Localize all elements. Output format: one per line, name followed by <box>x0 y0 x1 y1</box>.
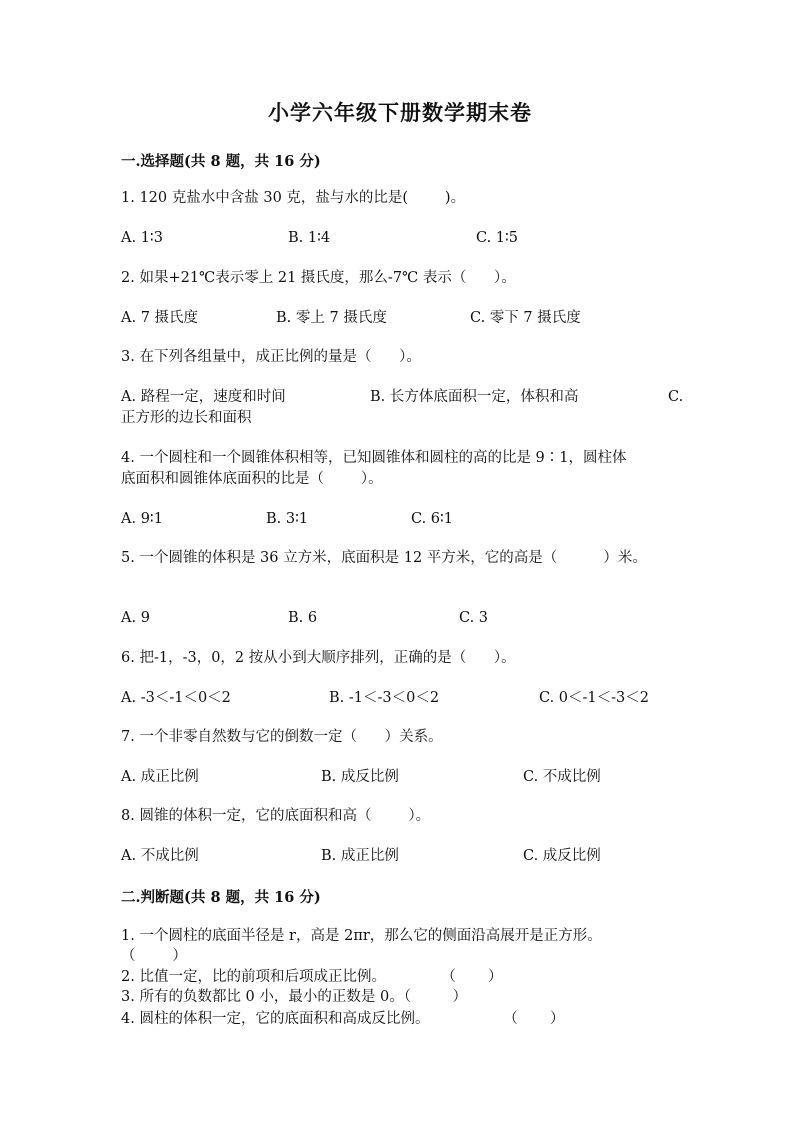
option-1-3-c-text: 正方形的边长和面积 <box>121 410 252 426</box>
question-1-3: 3. 在下列各组量中，成正比例的量是（ ）。 <box>121 349 421 365</box>
option-1-6-a: A. -3＜-1＜0＜2 <box>121 690 231 706</box>
page-title: 小学六年级下册数学期末卷 <box>268 100 532 125</box>
question-1-8: 8. 圆锥的体积一定，它的底面积和高（ ）。 <box>121 808 431 824</box>
option-1-5-b: B. 6 <box>288 610 318 626</box>
option-1-8-c: C. 成反比例 <box>523 848 601 864</box>
option-1-8-b: B. 成正比例 <box>321 848 399 864</box>
question-1-2: 2. 如果+21℃表示零上 21 摄氏度，那么-7℃ 表示（ ）。 <box>121 270 516 286</box>
option-1-4-b: B. 3∶1 <box>266 511 309 527</box>
option-1-6-b: B. -1＜-3＜0＜2 <box>329 690 440 706</box>
question-1-1: 1. 120 克盐水中含盐 30 克，盐与水的比是( )。 <box>121 190 466 206</box>
option-1-3-a: A. 路程一定，速度和时间 <box>121 389 286 405</box>
option-1-3-b: B. 长方体底面积一定，体积和高 <box>370 389 579 405</box>
option-1-4-c: C. 6∶1 <box>411 511 454 527</box>
option-1-2-b: B. 零上 7 摄氏度 <box>276 310 387 326</box>
question-1-4-line2: 底面积和圆锥体底面积的比是（ ）。 <box>121 471 383 487</box>
option-1-1-c: C. 1∶5 <box>476 230 519 246</box>
option-1-1-a: A. 1∶3 <box>121 230 163 246</box>
question-1-4-line1: 4. 一个圆柱和一个圆锥体积相等，已知圆锥体和圆柱的高的比是 9∶1，圆柱体 <box>121 450 627 466</box>
question-2-3: 3. 所有的负数都比 0 小，最小的正数是 0。（ ） <box>121 989 467 1005</box>
question-1-7: 7. 一个非零自然数与它的倒数一定（ ）关系。 <box>121 729 443 745</box>
question-1-6: 6. 把-1，-3，0，2 按从小到大顺序排列，正确的是（ ）。 <box>121 650 516 666</box>
option-1-8-a: A. 不成比例 <box>121 848 199 864</box>
option-1-5-a: A. 9 <box>121 610 150 626</box>
option-1-7-b: B. 成反比例 <box>321 769 399 785</box>
option-1-5-c: C. 3 <box>459 610 489 626</box>
section-heading-judgement: 二.判断题(共 8 题，共 16 分) <box>121 889 321 906</box>
question-1-5: 5. 一个圆锥的体积是 36 立方米，底面积是 12 平方米，它的高是（ ）米。 <box>121 550 647 566</box>
option-1-3-c: C. <box>668 389 684 405</box>
option-1-7-a: A. 成正比例 <box>121 769 199 785</box>
option-1-7-c: C. 不成比例 <box>523 769 601 785</box>
question-2-2: 2. 比值一定，比的前项和后项成正比例。 （ ） <box>121 969 503 985</box>
option-1-1-b: B. 1∶4 <box>288 230 331 246</box>
question-2-1-line1: 1. 一个圆柱的底面半径是 r，高是 2πr，那么它的侧面沿高展开是正方形。 <box>121 928 602 944</box>
option-1-2-a: A. 7 摄氏度 <box>121 310 199 326</box>
option-1-2-c: C. 零下 7 摄氏度 <box>470 310 581 326</box>
section-heading-choice: 一.选择题(共 8 题，共 16 分) <box>121 153 321 170</box>
option-1-6-c: C. 0＜-1＜-3＜2 <box>539 690 649 706</box>
question-2-1-line2: （ ） <box>121 948 187 964</box>
question-2-4: 4. 圆柱的体积一定，它的底面积和高成反比例。 （ ） <box>121 1011 565 1027</box>
option-1-4-a: A. 9∶1 <box>121 511 163 527</box>
